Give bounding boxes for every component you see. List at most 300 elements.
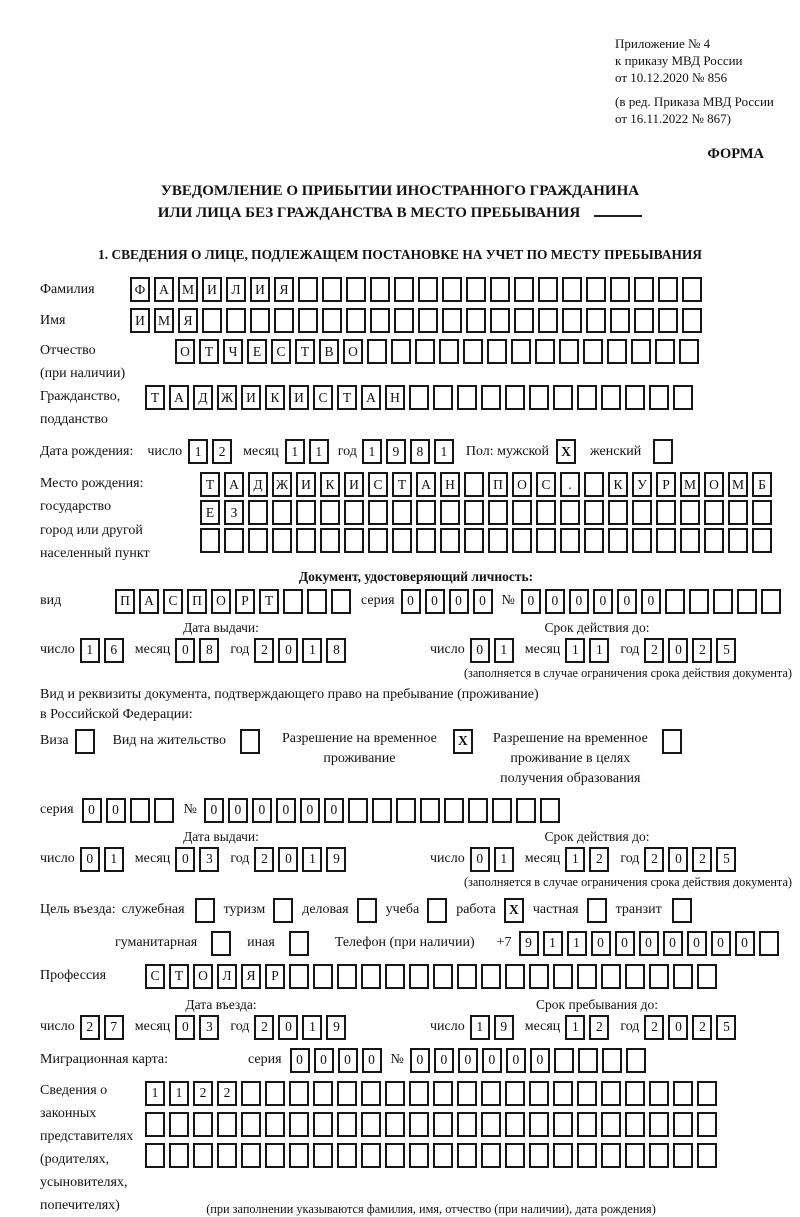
char-cell[interactable] [553, 1081, 573, 1106]
char-cell[interactable]: 0 [204, 798, 224, 823]
char-cell[interactable] [337, 1081, 357, 1106]
char-cell[interactable]: Б [752, 472, 772, 497]
char-cell[interactable]: 0 [401, 589, 421, 614]
char-cell[interactable] [457, 1112, 477, 1137]
char-cell[interactable]: И [250, 277, 270, 302]
char-cell[interactable] [298, 277, 318, 302]
char-cell[interactable] [553, 385, 573, 410]
representatives-cells-row2[interactable] [145, 1112, 717, 1137]
char-cell[interactable]: 0 [82, 798, 102, 823]
char-cell[interactable] [626, 1048, 646, 1073]
char-cell[interactable]: Т [169, 964, 189, 989]
char-cell[interactable] [689, 589, 709, 614]
char-cell[interactable]: М [680, 472, 700, 497]
char-cell[interactable]: 8 [410, 439, 430, 464]
char-cell[interactable] [752, 528, 772, 553]
char-cell[interactable] [505, 1081, 525, 1106]
char-cell[interactable]: 0 [639, 931, 659, 956]
char-cell[interactable]: 2 [193, 1081, 213, 1106]
char-cell[interactable]: 0 [530, 1048, 550, 1073]
char-cell[interactable]: 2 [589, 1015, 609, 1040]
char-cell[interactable] [337, 1143, 357, 1168]
char-cell[interactable] [466, 277, 486, 302]
char-cell[interactable] [241, 1143, 261, 1168]
char-cell[interactable] [481, 1143, 501, 1168]
char-cell[interactable] [409, 1143, 429, 1168]
birth-place-cells-row2[interactable] [200, 500, 772, 525]
char-cell[interactable]: А [361, 385, 381, 410]
char-cell[interactable] [584, 472, 604, 497]
char-cell[interactable]: 1 [565, 847, 585, 872]
char-cell[interactable]: Ж [272, 472, 292, 497]
char-cell[interactable] [457, 385, 477, 410]
char-cell[interactable]: 2 [254, 1015, 274, 1040]
char-cell[interactable] [516, 798, 536, 823]
char-cell[interactable] [250, 308, 270, 333]
char-cell[interactable]: И [130, 308, 150, 333]
char-cell[interactable] [394, 308, 414, 333]
char-cell[interactable] [601, 1081, 621, 1106]
char-cell[interactable] [631, 339, 651, 364]
char-cell[interactable]: 1 [470, 1015, 490, 1040]
char-cell[interactable] [320, 528, 340, 553]
char-cell[interactable]: 0 [668, 638, 688, 663]
char-cell[interactable] [154, 798, 174, 823]
char-cell[interactable] [538, 277, 558, 302]
char-cell[interactable] [697, 1081, 717, 1106]
char-cell[interactable] [608, 500, 628, 525]
char-cell[interactable]: 0 [175, 1015, 195, 1040]
char-cell[interactable] [602, 1048, 622, 1073]
char-cell[interactable] [752, 500, 772, 525]
char-cell[interactable] [658, 308, 678, 333]
purpose-transit-checkbox[interactable] [672, 898, 692, 923]
char-cell[interactable]: 1 [80, 638, 100, 663]
char-cell[interactable]: 0 [449, 589, 469, 614]
char-cell[interactable] [346, 277, 366, 302]
char-cell[interactable] [490, 277, 510, 302]
char-cell[interactable]: Т [199, 339, 219, 364]
char-cell[interactable]: 0 [545, 589, 565, 614]
char-cell[interactable] [346, 308, 366, 333]
char-cell[interactable] [505, 385, 525, 410]
char-cell[interactable] [682, 308, 702, 333]
char-cell[interactable] [396, 798, 416, 823]
char-cell[interactable] [559, 339, 579, 364]
char-cell[interactable]: 0 [410, 1048, 430, 1073]
char-cell[interactable] [169, 1112, 189, 1137]
char-cell[interactable] [440, 528, 460, 553]
char-cell[interactable] [241, 1112, 261, 1137]
char-cell[interactable]: М [178, 277, 198, 302]
char-cell[interactable] [217, 1143, 237, 1168]
char-cell[interactable] [625, 964, 645, 989]
char-cell[interactable] [464, 528, 484, 553]
char-cell[interactable] [289, 1112, 309, 1137]
char-cell[interactable] [169, 1143, 189, 1168]
sex-male-checkbox[interactable]: X [556, 439, 576, 464]
char-cell[interactable] [632, 528, 652, 553]
char-cell[interactable]: 1 [434, 439, 454, 464]
char-cell[interactable]: М [154, 308, 174, 333]
char-cell[interactable] [577, 1143, 597, 1168]
char-cell[interactable]: К [608, 472, 628, 497]
char-cell[interactable] [385, 1143, 405, 1168]
char-cell[interactable]: У [632, 472, 652, 497]
char-cell[interactable] [560, 528, 580, 553]
char-cell[interactable]: 5 [716, 1015, 736, 1040]
char-cell[interactable] [368, 528, 388, 553]
char-cell[interactable] [313, 1081, 333, 1106]
char-cell[interactable]: И [289, 385, 309, 410]
edu-permit-checkbox[interactable] [662, 729, 682, 754]
char-cell[interactable] [601, 1112, 621, 1137]
char-cell[interactable]: 6 [104, 638, 124, 663]
char-cell[interactable] [344, 500, 364, 525]
char-cell[interactable] [385, 964, 405, 989]
char-cell[interactable]: 5 [716, 638, 736, 663]
char-cell[interactable] [583, 339, 603, 364]
representatives-cells-row1[interactable] [145, 1081, 717, 1106]
char-cell[interactable] [586, 277, 606, 302]
char-cell[interactable]: 1 [145, 1081, 165, 1106]
char-cell[interactable] [457, 964, 477, 989]
char-cell[interactable]: 0 [80, 847, 100, 872]
char-cell[interactable] [728, 528, 748, 553]
char-cell[interactable] [361, 964, 381, 989]
char-cell[interactable] [656, 528, 676, 553]
char-cell[interactable] [608, 528, 628, 553]
char-cell[interactable]: 0 [593, 589, 613, 614]
char-cell[interactable] [289, 964, 309, 989]
birth-month-cells[interactable] [285, 439, 329, 464]
char-cell[interactable]: А [416, 472, 436, 497]
char-cell[interactable] [560, 500, 580, 525]
char-cell[interactable] [529, 1081, 549, 1106]
birth-day-cells[interactable] [188, 439, 232, 464]
doc-number-cells[interactable] [521, 589, 781, 614]
char-cell[interactable] [529, 964, 549, 989]
char-cell[interactable]: 2 [644, 1015, 664, 1040]
char-cell[interactable]: 2 [644, 638, 664, 663]
char-cell[interactable] [392, 528, 412, 553]
entry-day-cells[interactable] [80, 1015, 124, 1040]
purpose-humanitarian-checkbox[interactable] [211, 931, 231, 956]
char-cell[interactable]: М [728, 472, 748, 497]
char-cell[interactable] [553, 1112, 573, 1137]
char-cell[interactable]: Т [259, 589, 279, 614]
char-cell[interactable]: Д [248, 472, 268, 497]
char-cell[interactable] [193, 1143, 213, 1168]
char-cell[interactable] [554, 1048, 574, 1073]
char-cell[interactable] [632, 500, 652, 525]
char-cell[interactable]: 8 [199, 638, 219, 663]
char-cell[interactable]: 1 [104, 847, 124, 872]
char-cell[interactable]: 0 [470, 638, 490, 663]
char-cell[interactable]: Ж [217, 385, 237, 410]
char-cell[interactable]: 2 [589, 847, 609, 872]
char-cell[interactable] [540, 798, 560, 823]
char-cell[interactable] [634, 277, 654, 302]
char-cell[interactable] [226, 308, 246, 333]
char-cell[interactable] [322, 277, 342, 302]
char-cell[interactable]: Р [235, 589, 255, 614]
char-cell[interactable] [536, 500, 556, 525]
permit-number-cells[interactable] [204, 798, 560, 823]
doc-series-cells[interactable] [401, 589, 493, 614]
char-cell[interactable] [673, 1081, 693, 1106]
char-cell[interactable]: 0 [175, 847, 195, 872]
temp-permit-checkbox[interactable]: X [453, 729, 473, 754]
char-cell[interactable]: О [512, 472, 532, 497]
char-cell[interactable] [625, 1112, 645, 1137]
char-cell[interactable] [759, 931, 779, 956]
char-cell[interactable] [505, 1112, 525, 1137]
char-cell[interactable]: О [175, 339, 195, 364]
char-cell[interactable]: 3 [199, 847, 219, 872]
char-cell[interactable] [704, 528, 724, 553]
char-cell[interactable]: 2 [692, 1015, 712, 1040]
char-cell[interactable]: Р [265, 964, 285, 989]
char-cell[interactable]: А [224, 472, 244, 497]
char-cell[interactable]: С [536, 472, 556, 497]
char-cell[interactable] [320, 500, 340, 525]
entry-year-cells[interactable] [254, 1015, 346, 1040]
char-cell[interactable]: Т [392, 472, 412, 497]
char-cell[interactable] [418, 308, 438, 333]
char-cell[interactable] [577, 1112, 597, 1137]
char-cell[interactable] [601, 385, 621, 410]
char-cell[interactable] [529, 385, 549, 410]
char-cell[interactable] [649, 964, 669, 989]
char-cell[interactable] [488, 500, 508, 525]
patronymic-cells[interactable] [175, 339, 699, 364]
char-cell[interactable] [512, 528, 532, 553]
char-cell[interactable] [361, 1081, 381, 1106]
char-cell[interactable]: О [211, 589, 231, 614]
char-cell[interactable] [562, 308, 582, 333]
mk-series-cells[interactable] [290, 1048, 382, 1073]
char-cell[interactable] [145, 1112, 165, 1137]
char-cell[interactable] [536, 528, 556, 553]
char-cell[interactable]: 3 [199, 1015, 219, 1040]
profession-cells[interactable] [145, 964, 717, 989]
char-cell[interactable]: 0 [228, 798, 248, 823]
char-cell[interactable] [610, 308, 630, 333]
char-cell[interactable] [514, 277, 534, 302]
char-cell[interactable] [514, 308, 534, 333]
char-cell[interactable] [610, 277, 630, 302]
char-cell[interactable] [370, 277, 390, 302]
char-cell[interactable] [505, 964, 525, 989]
char-cell[interactable] [439, 339, 459, 364]
char-cell[interactable]: 0 [425, 589, 445, 614]
char-cell[interactable]: 9 [386, 439, 406, 464]
char-cell[interactable] [697, 1143, 717, 1168]
char-cell[interactable]: 9 [326, 1015, 346, 1040]
char-cell[interactable]: 5 [716, 847, 736, 872]
permit-valid-year-cells[interactable] [644, 847, 736, 872]
char-cell[interactable]: 2 [692, 638, 712, 663]
char-cell[interactable]: Л [217, 964, 237, 989]
char-cell[interactable]: Л [226, 277, 246, 302]
char-cell[interactable]: 0 [615, 931, 635, 956]
char-cell[interactable]: 0 [711, 931, 731, 956]
purpose-work-checkbox[interactable]: X [504, 898, 524, 923]
char-cell[interactable] [367, 339, 387, 364]
entry-month-cells[interactable] [175, 1015, 219, 1040]
birth-year-cells[interactable] [362, 439, 454, 464]
char-cell[interactable] [409, 1081, 429, 1106]
char-cell[interactable] [553, 1143, 573, 1168]
char-cell[interactable] [463, 339, 483, 364]
permit-issue-day-cells[interactable] [80, 847, 124, 872]
char-cell[interactable] [737, 589, 757, 614]
residence-permit-checkbox[interactable] [240, 729, 260, 754]
purpose-business-checkbox[interactable] [357, 898, 377, 923]
char-cell[interactable] [296, 528, 316, 553]
char-cell[interactable] [415, 339, 435, 364]
char-cell[interactable]: Т [145, 385, 165, 410]
doc-valid-year-cells[interactable] [644, 638, 736, 663]
char-cell[interactable] [601, 964, 621, 989]
char-cell[interactable] [658, 277, 678, 302]
char-cell[interactable] [673, 1143, 693, 1168]
char-cell[interactable]: Д [193, 385, 213, 410]
char-cell[interactable] [601, 1143, 621, 1168]
char-cell[interactable]: 0 [506, 1048, 526, 1073]
doc-valid-month-cells[interactable] [565, 638, 609, 663]
char-cell[interactable] [673, 964, 693, 989]
char-cell[interactable] [562, 277, 582, 302]
char-cell[interactable] [193, 1112, 213, 1137]
char-cell[interactable]: 9 [519, 931, 539, 956]
char-cell[interactable] [217, 1112, 237, 1137]
char-cell[interactable]: 0 [735, 931, 755, 956]
char-cell[interactable] [577, 964, 597, 989]
char-cell[interactable] [440, 500, 460, 525]
char-cell[interactable] [578, 1048, 598, 1073]
char-cell[interactable] [529, 1112, 549, 1137]
char-cell[interactable]: Е [247, 339, 267, 364]
char-cell[interactable]: В [319, 339, 339, 364]
char-cell[interactable] [655, 339, 675, 364]
doc-valid-day-cells[interactable] [470, 638, 514, 663]
char-cell[interactable]: 0 [338, 1048, 358, 1073]
char-cell[interactable] [488, 528, 508, 553]
char-cell[interactable] [409, 964, 429, 989]
char-cell[interactable] [457, 1081, 477, 1106]
permit-series-cells[interactable] [82, 798, 174, 823]
purpose-tourism-checkbox[interactable] [273, 898, 293, 923]
char-cell[interactable] [409, 385, 429, 410]
char-cell[interactable] [481, 964, 501, 989]
stay-day-cells[interactable] [470, 1015, 514, 1040]
char-cell[interactable] [490, 308, 510, 333]
permit-valid-day-cells[interactable] [470, 847, 514, 872]
char-cell[interactable]: 7 [104, 1015, 124, 1040]
char-cell[interactable]: 1 [302, 638, 322, 663]
char-cell[interactable] [679, 339, 699, 364]
char-cell[interactable] [466, 308, 486, 333]
char-cell[interactable]: 1 [188, 439, 208, 464]
char-cell[interactable]: Е [200, 500, 220, 525]
char-cell[interactable]: 0 [252, 798, 272, 823]
purpose-other-checkbox[interactable] [289, 931, 309, 956]
char-cell[interactable] [553, 964, 573, 989]
char-cell[interactable]: С [271, 339, 291, 364]
char-cell[interactable]: . [560, 472, 580, 497]
char-cell[interactable] [481, 1112, 501, 1137]
char-cell[interactable]: 1 [494, 638, 514, 663]
char-cell[interactable] [481, 1081, 501, 1106]
phone-cells[interactable] [519, 931, 779, 956]
purpose-study-checkbox[interactable] [427, 898, 447, 923]
char-cell[interactable]: П [488, 472, 508, 497]
char-cell[interactable]: И [241, 385, 261, 410]
char-cell[interactable] [680, 500, 700, 525]
char-cell[interactable] [313, 1143, 333, 1168]
char-cell[interactable]: О [193, 964, 213, 989]
char-cell[interactable]: А [139, 589, 159, 614]
char-cell[interactable] [444, 798, 464, 823]
char-cell[interactable] [682, 277, 702, 302]
char-cell[interactable] [420, 798, 440, 823]
char-cell[interactable] [130, 798, 150, 823]
char-cell[interactable] [538, 308, 558, 333]
char-cell[interactable] [372, 798, 392, 823]
char-cell[interactable]: Т [337, 385, 357, 410]
char-cell[interactable] [433, 1143, 453, 1168]
char-cell[interactable] [298, 308, 318, 333]
char-cell[interactable]: 0 [521, 589, 541, 614]
char-cell[interactable] [370, 308, 390, 333]
stay-month-cells[interactable] [565, 1015, 609, 1040]
stay-year-cells[interactable] [644, 1015, 736, 1040]
doc-issue-year-cells[interactable] [254, 638, 346, 663]
char-cell[interactable] [529, 1143, 549, 1168]
char-cell[interactable]: 0 [106, 798, 126, 823]
char-cell[interactable]: 1 [362, 439, 382, 464]
char-cell[interactable]: 0 [641, 589, 661, 614]
char-cell[interactable] [296, 500, 316, 525]
birth-place-cells-row1[interactable] [200, 472, 772, 497]
char-cell[interactable]: 0 [175, 638, 195, 663]
char-cell[interactable] [649, 385, 669, 410]
char-cell[interactable] [283, 589, 303, 614]
char-cell[interactable]: 0 [300, 798, 320, 823]
char-cell[interactable]: 1 [169, 1081, 189, 1106]
char-cell[interactable] [202, 308, 222, 333]
char-cell[interactable]: 1 [302, 847, 322, 872]
char-cell[interactable]: З [224, 500, 244, 525]
char-cell[interactable]: П [187, 589, 207, 614]
char-cell[interactable] [586, 308, 606, 333]
char-cell[interactable]: К [320, 472, 340, 497]
char-cell[interactable]: 0 [668, 1015, 688, 1040]
char-cell[interactable] [625, 385, 645, 410]
char-cell[interactable] [265, 1112, 285, 1137]
char-cell[interactable]: 2 [212, 439, 232, 464]
char-cell[interactable]: 1 [309, 439, 329, 464]
char-cell[interactable] [761, 589, 781, 614]
char-cell[interactable]: 0 [290, 1048, 310, 1073]
char-cell[interactable] [584, 528, 604, 553]
char-cell[interactable] [535, 339, 555, 364]
surname-cells[interactable] [130, 277, 702, 302]
char-cell[interactable]: Р [656, 472, 676, 497]
char-cell[interactable]: Т [295, 339, 315, 364]
